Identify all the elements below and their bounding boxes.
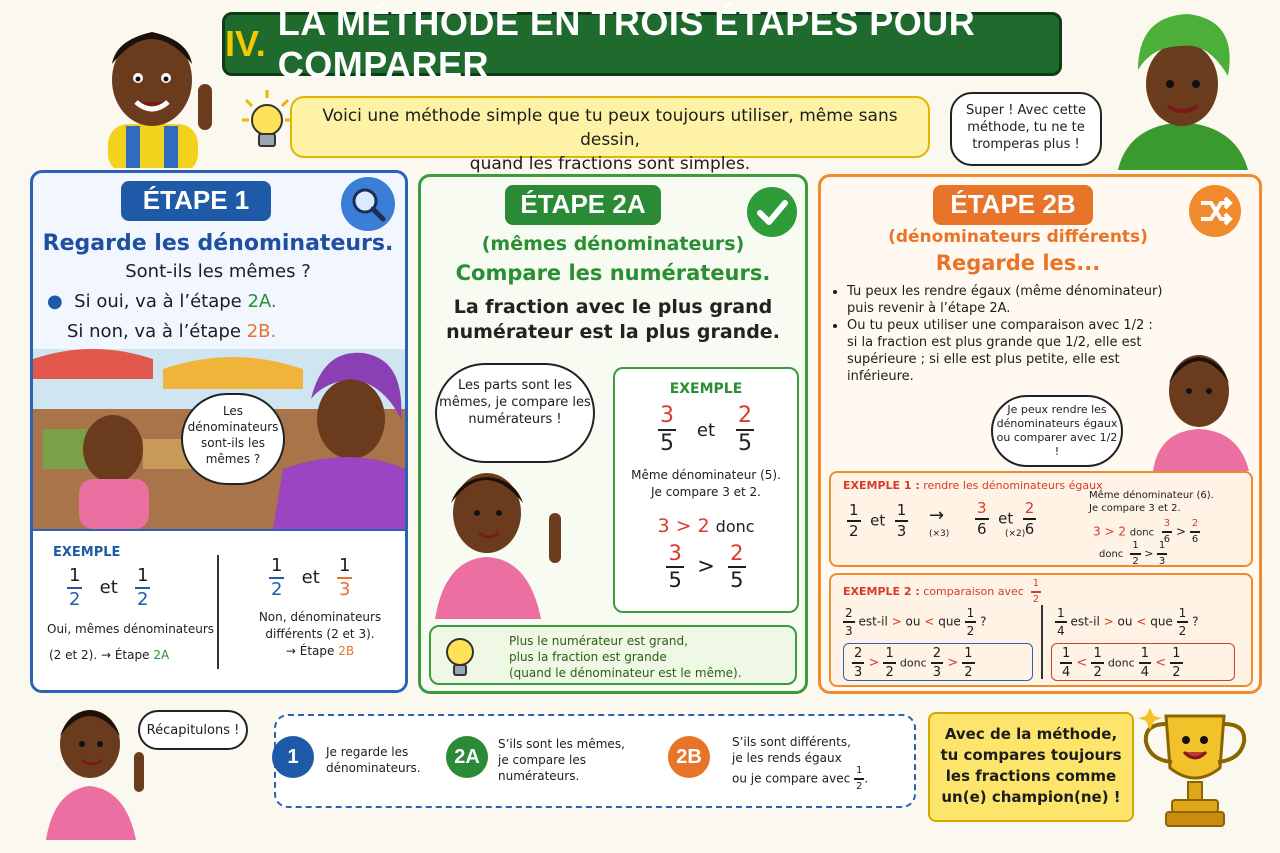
example-label: EXEMPLE bbox=[53, 545, 121, 560]
step-2a-subtitle: (mêmes dénominateurs) bbox=[481, 233, 745, 255]
panel-step-1 bbox=[30, 170, 408, 693]
page-title: LA MÉTHODE EN TROIS ÉTAPES POUR COMPARER bbox=[277, 2, 976, 85]
yes-target: 2A. bbox=[247, 291, 277, 312]
example-2-label: EXEMPLE 2 : comparaison avec $\frac{1}{2}$ bbox=[843, 578, 1040, 605]
lightbulb-icon bbox=[240, 88, 294, 156]
conclusion-box: Avec de la méthode, tu compares toujours les fractions comme un(e) champion(ne) ! bbox=[928, 712, 1134, 822]
recap-step-2a-badge: 2A bbox=[446, 736, 488, 778]
recap-step-2a-text: S’ils sont les mêmes, je compare les numérateurs. bbox=[498, 737, 625, 783]
fraction: $\frac{2}{5}$ bbox=[738, 403, 753, 456]
title-banner bbox=[222, 2, 1062, 85]
girl-thinking-illustration bbox=[1129, 345, 1257, 471]
step-2a-tip bbox=[429, 625, 797, 685]
fraction: $\frac{3}{5}$ bbox=[668, 541, 682, 592]
example-a-line-2: (2 et 2). → Étape 2A bbox=[49, 648, 170, 662]
example-1-start: $\frac{1}{2}$ et $\frac{1}{3}$ bbox=[849, 501, 907, 540]
tip-text: Plus le numérateur est grand, plus la fraction est grande (quand le dénominateur est le même). bbox=[509, 634, 742, 680]
step-1-yes-line bbox=[47, 291, 277, 312]
list-item: • Tu peux les rendre égaux (même dénominateur) puis revenir à l’étape 2A. bbox=[847, 283, 1163, 317]
magnifier-icon bbox=[341, 177, 395, 231]
example-1-compare: 3 > 2 donc $\frac{3}{6}$ > $\frac{2}{6}$ bbox=[1093, 518, 1199, 545]
fraction: $\frac{1}{2}$ bbox=[69, 565, 81, 610]
step-1-question: Sont-ils les mêmes ? bbox=[125, 261, 311, 282]
speech-bubble-super: Super ! Avec cette méthode, tu ne te tromperas plus ! bbox=[950, 92, 1102, 166]
example-2-question-left: $\frac{2}{3}$ est-il > ou < que $\frac{1}{2}$ ? bbox=[845, 606, 987, 638]
example-1-label: EXEMPLE 1 : rendre les dénominateurs égaux bbox=[843, 479, 1103, 492]
et-word: et bbox=[99, 577, 118, 598]
fraction: $\frac{1}{2}$ bbox=[271, 555, 283, 600]
example-2-answer-left: $\frac{2}{3}$ > $\frac{1}{2}$ donc $\frac{2}{3}$ > $\frac{1}{2}$ bbox=[843, 643, 1033, 681]
example-b-text: Non, dénominateurs différents (2 et 3). → Étape 2B bbox=[258, 610, 382, 658]
example-a-line-1: Oui, mêmes dénominateurs bbox=[47, 622, 215, 636]
multiply-3: (×3) bbox=[929, 529, 950, 539]
et-word: et bbox=[301, 567, 320, 588]
divider bbox=[1041, 605, 1043, 679]
panel-step-2b bbox=[818, 174, 1262, 694]
step-2b-badge: ÉTAPE 2B bbox=[933, 185, 1093, 225]
example-1-equalized: $\frac{3}{6}$ et $\frac{2}{6}$ bbox=[977, 499, 1035, 538]
step-2a-example-box bbox=[613, 367, 799, 613]
speech-bubble-parts: Les parts sont les mêmes, je compare les numérateurs ! bbox=[435, 363, 595, 463]
yes-text: Si oui, va à l’étape bbox=[74, 291, 248, 312]
example-fractions: $\frac{3}{5}$ et $\frac{2}{5}$ bbox=[659, 403, 753, 456]
girl-pointing-illustration bbox=[40, 700, 150, 840]
example-1-result: donc $\frac{1}{2}$ > $\frac{1}{3}$ bbox=[1099, 540, 1166, 567]
recap-step-1-badge: 1 bbox=[272, 736, 314, 778]
example-1-box bbox=[829, 471, 1253, 567]
recap-step-1-text: Je regarde les dénominateurs. bbox=[326, 745, 421, 775]
lightbulb-icon bbox=[443, 635, 477, 679]
intro-banner bbox=[290, 96, 930, 174]
example-label: EXEMPLE bbox=[669, 381, 743, 397]
intro-line-1: Voici une méthode simple que tu peux toujours utiliser, même sans dessin, bbox=[322, 106, 898, 150]
step-1-badge: ÉTAPE 1 bbox=[121, 181, 271, 221]
girl-pointing-illustration bbox=[68, 4, 228, 168]
bullet: ● bbox=[47, 291, 63, 312]
divider bbox=[217, 555, 219, 669]
no-target: 2B. bbox=[246, 321, 277, 342]
step-1-example-box bbox=[33, 529, 405, 691]
example-2-answer-right: $\frac{1}{4}$ < $\frac{1}{2}$ donc $\frac{1}{4}$ < $\frac{1}{2}$ bbox=[1051, 643, 1235, 681]
example-compare: 3 > 2 donc bbox=[657, 515, 755, 537]
panel-step-2a bbox=[418, 174, 808, 694]
girl-thinking-illustration bbox=[425, 463, 605, 619]
recap-step-2b-text: S’ils sont différents, je les rends égaux ou je compare avec $\frac{1}{2}$ . bbox=[732, 735, 869, 792]
speech-bubble-recap: Récapitulons ! bbox=[138, 710, 248, 750]
section-number: IV. bbox=[225, 23, 266, 64]
woman-headwrap-illustration bbox=[1108, 6, 1254, 170]
arrow-icon: → bbox=[929, 505, 945, 526]
recap-strip bbox=[274, 714, 916, 808]
step-2a-badge: ÉTAPE 2A bbox=[505, 185, 661, 225]
check-icon bbox=[747, 187, 797, 237]
step-1-heading: Regarde les dénominateurs. bbox=[42, 231, 394, 256]
fraction: $\frac{3}{5}$ bbox=[659, 403, 674, 456]
fraction: $\frac{1}{2}$ bbox=[136, 565, 149, 610]
thought-bubble: Je peux rendre les dénominateurs égaux ou comparer avec 1/2 ! bbox=[991, 395, 1123, 467]
step-2a-rule: La fraction avec le plus grand numérateur est la plus grande. bbox=[446, 296, 780, 343]
trophy-icon bbox=[1136, 702, 1254, 832]
example-2-question-right: $\frac{1}{4}$ est-il > ou < que $\frac{1}{2}$ ? bbox=[1057, 606, 1199, 638]
list-item: • Ou tu peux utiliser une comparaison avec 1/2 : si la fraction est plus grande que 1/2, elle est supérieure ; si elle est plus petite, elle est inférieure. bbox=[847, 317, 1163, 385]
speech-bubble-denominators: Les dénominateurs sont-ils les mêmes ? bbox=[181, 393, 285, 485]
recap-step-2b-badge: 2B bbox=[668, 736, 710, 778]
no-text: Si non, va à l’étape bbox=[67, 321, 247, 342]
fraction: $\frac{1}{3}$ bbox=[338, 555, 351, 600]
step-2b-heading: Regarde les... bbox=[935, 251, 1101, 275]
example-result: $\frac{3}{5}$ > $\frac{2}{5}$ bbox=[668, 541, 744, 592]
example-b-fractions bbox=[269, 557, 352, 599]
step-2a-heading: Compare les numérateurs. bbox=[455, 261, 771, 285]
example-2-box bbox=[829, 573, 1253, 687]
fraction: $\frac{2}{5}$ bbox=[730, 541, 744, 592]
step-1-no-line bbox=[67, 321, 276, 342]
step-2b-subtitle: (dénominateurs différents) bbox=[888, 227, 1148, 247]
step-2b-options bbox=[833, 283, 1163, 385]
intro-line-2: quand les fractions sont simples. bbox=[469, 154, 751, 174]
example-explanation: Même dénominateur (5). Je compare 3 et 2. bbox=[631, 468, 781, 499]
example-1-notes: Même dénominateur (6). Je compare 3 et 2. bbox=[1089, 490, 1214, 514]
example-a-fractions bbox=[67, 567, 150, 609]
multiply-2: (×2) bbox=[1005, 529, 1026, 539]
